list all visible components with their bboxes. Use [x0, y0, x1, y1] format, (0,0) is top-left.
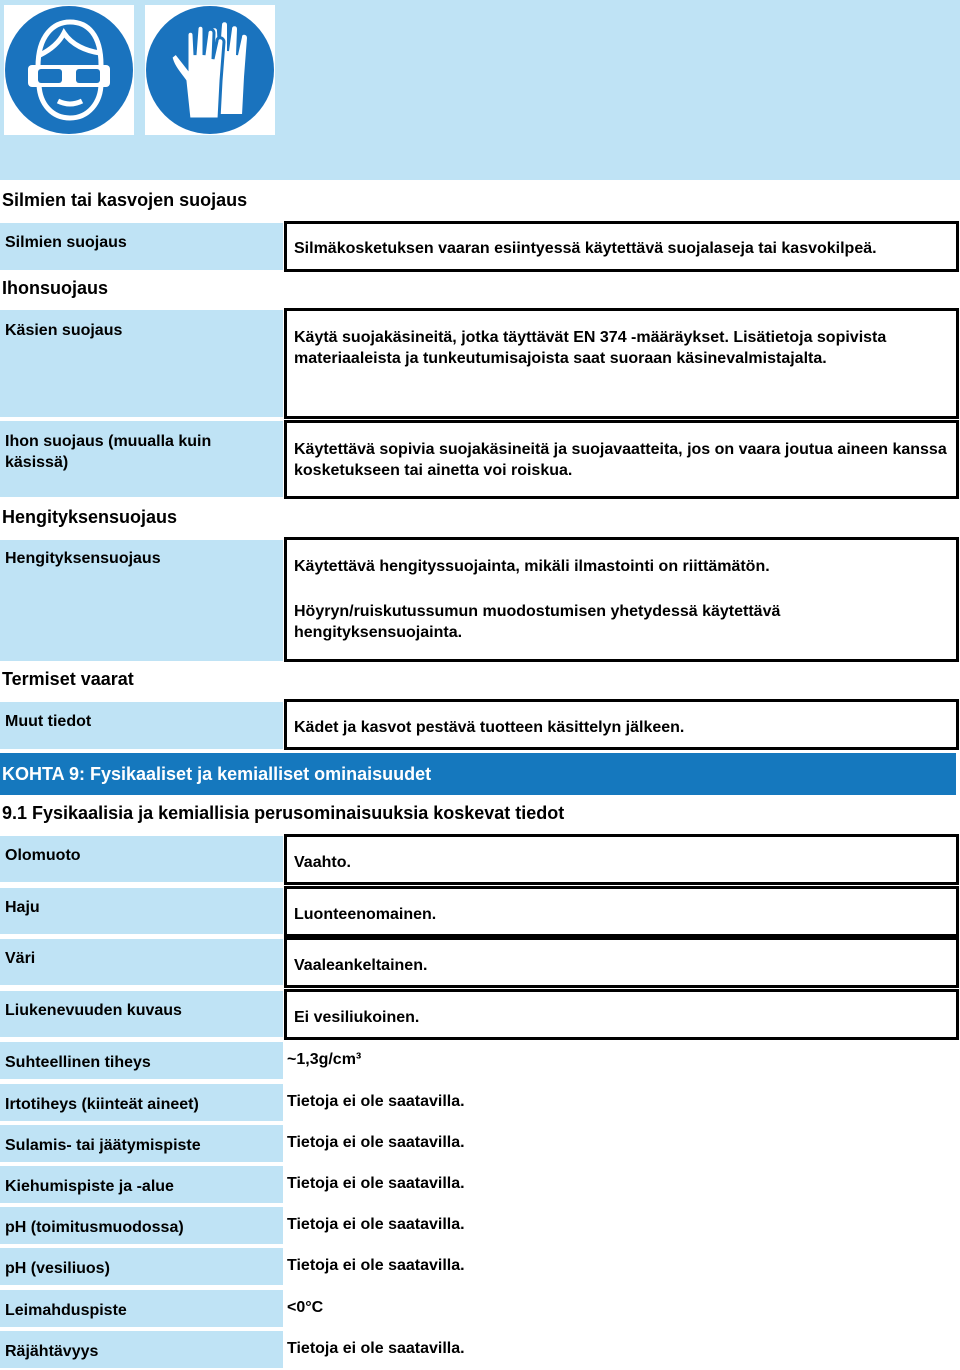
section-9-1-heading: 9.1 Fysikaalisia ja kemiallisia perusominaisuuksia koskevat tiedot — [2, 803, 565, 823]
hand-protection-label: Käsien suojaus — [0, 310, 283, 417]
other-info-text: Kädet ja kasvot pestävä tuotteen käsittelyn jälkeen. — [294, 719, 685, 736]
property-label: Olomuoto — [0, 836, 283, 882]
hand-protection-text: Käytä suojakäsineitä, jotka täyttävät EN 374 -määräykset. Lisätietoja sopivista materiaaleista ja tunkeutumisajoista saat suoraan käsinevalmistajalta. — [294, 329, 887, 367]
property-label: Liukenevuuden kuvaus — [0, 991, 283, 1037]
body-protection-label: Ihon suojaus (muualla kuin käsissä) — [0, 421, 283, 497]
property-value: Ei vesiliukoinen. — [294, 1009, 420, 1026]
property-value-box — [284, 989, 959, 1040]
respiratory-protection-text-1: Käytettävä hengityssuojainta, mikäli ilmastointi on riittämätön. — [294, 558, 770, 575]
eye-protection-value — [284, 221, 959, 272]
body-protection-value — [284, 420, 959, 499]
hand-protection-pictogram — [145, 5, 275, 135]
property-label: pH (vesiliuos) — [0, 1248, 283, 1285]
property-value: ~1,3g/cm³ — [287, 1051, 362, 1068]
skin-protection-heading: Ihonsuojaus — [2, 278, 109, 298]
pictogram-band — [0, 0, 960, 180]
eye-protection-pictogram — [4, 5, 134, 135]
property-label: Haju — [0, 888, 283, 934]
property-label: Irtotiheys (kiinteät aineet) — [0, 1084, 283, 1121]
property-value: Vaahto. — [294, 854, 351, 871]
body-protection-text: Käytettävä sopivia suojakäsineitä ja suojavaatteita, jos on vaara joutua aineen kanssa kosketukseen tai ainetta voi roiskua. — [294, 441, 947, 479]
other-info-value — [284, 699, 959, 750]
other-info-label: Muut tiedot — [0, 702, 283, 749]
property-value: Tietoja ei ole saatavilla. — [287, 1340, 465, 1357]
property-value: Tietoja ei ole saatavilla. — [287, 1216, 465, 1233]
property-label: Väri — [0, 939, 283, 985]
thermal-hazards-heading: Termiset vaarat — [2, 669, 134, 689]
hand-protection-value — [284, 308, 959, 419]
property-value: <0°C — [287, 1299, 324, 1316]
property-label: Sulamis- tai jäätymispiste — [0, 1125, 283, 1162]
property-value: Tietoja ei ole saatavilla. — [287, 1175, 465, 1192]
respiratory-protection-label: Hengityksensuojaus — [0, 540, 283, 661]
respiratory-protection-heading: Hengityksensuojaus — [2, 507, 178, 527]
property-label: Räjähtävyys — [0, 1331, 283, 1368]
eye-protection-goggles-icon — [4, 5, 134, 135]
property-value: Tietoja ei ole saatavilla. — [287, 1093, 465, 1110]
respiratory-protection-value — [284, 537, 959, 662]
eye-protection-label: Silmien suojaus — [0, 223, 283, 270]
property-label: Suhteellinen tiheys — [0, 1042, 283, 1079]
respiratory-protection-text-2: Höyryn/ruiskutussumun muodostumisen yhetydessä käytettävä hengityksensuojainta. — [294, 603, 781, 641]
property-value: Tietoja ei ole saatavilla. — [287, 1257, 465, 1274]
property-value-box — [284, 937, 959, 988]
property-value: Luonteenomainen. — [294, 906, 437, 923]
section-9-title-bar: KOHTA 9: Fysikaaliset ja kemialliset ominaisuudet — [0, 753, 956, 795]
eye-protection-text: Silmäkosketuksen vaaran esiintyessä käytettävä suojalaseja tai kasvokilpeä. — [294, 240, 877, 257]
property-label: Leimahduspiste — [0, 1290, 283, 1327]
property-value: Tietoja ei ole saatavilla. — [287, 1134, 465, 1151]
property-value-box — [284, 886, 959, 937]
eye-face-protection-heading: Silmien tai kasvojen suojaus — [2, 190, 248, 210]
property-label: Kiehumispiste ja -alue — [0, 1166, 283, 1203]
property-value-box — [284, 834, 959, 885]
property-value: Vaaleankeltainen. — [294, 957, 428, 974]
hand-protection-gloves-icon — [145, 5, 275, 135]
property-label: pH (toimitusmuodossa) — [0, 1207, 283, 1244]
